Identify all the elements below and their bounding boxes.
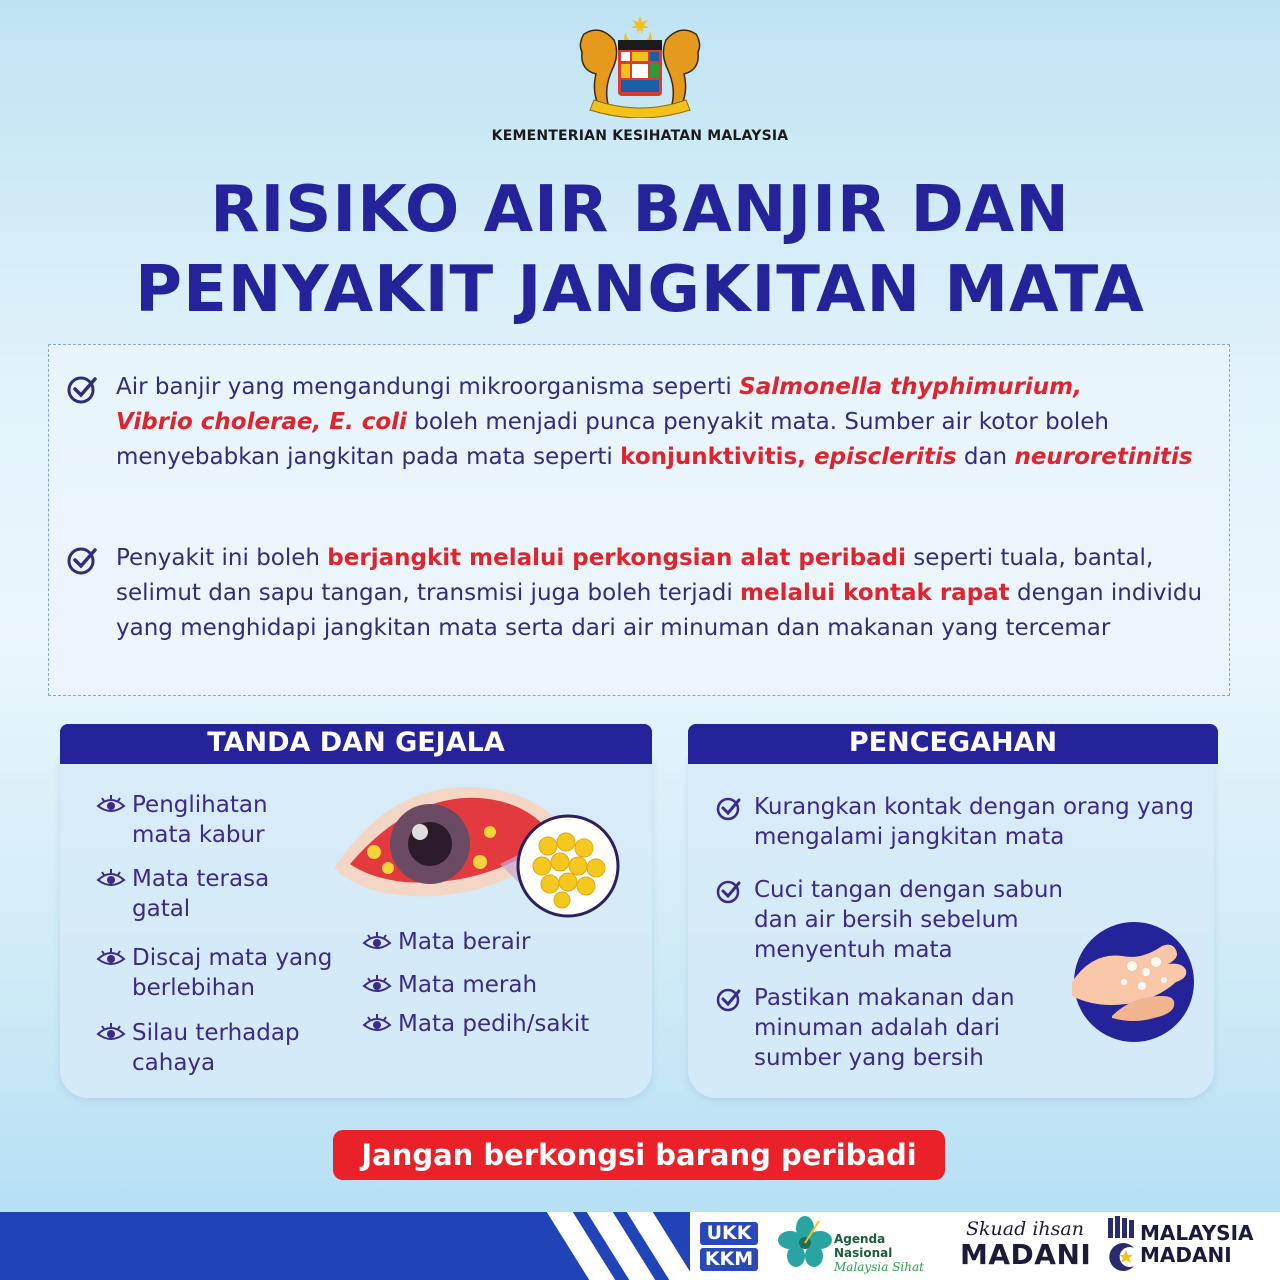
eye-icon [362, 1011, 392, 1033]
info-highlight: episcleritis [805, 444, 957, 470]
symptom-text: Silau terhadap cahaya [132, 1020, 300, 1076]
prevention-item [716, 983, 1076, 1073]
eye-icon [96, 1020, 126, 1042]
check-circle-icon [66, 373, 98, 405]
info-text: dengan individu yang menghidapi jangkitan mata serta dari air minuman dan makanan yang tercemar [116, 580, 1203, 641]
ukk-logo-line: KKM [700, 1248, 758, 1271]
symptom-item [362, 1009, 632, 1039]
eye-icon [96, 792, 126, 814]
symptom-item [362, 927, 622, 957]
page-title-line-1: RISIKO AIR BANJIR DAN [210, 173, 1070, 247]
prevention-item [716, 792, 1196, 852]
check-circle-icon [716, 878, 742, 904]
info-highlight: melalui kontak rapat [740, 580, 1010, 606]
skuad-line: MADANI [960, 1238, 1092, 1271]
madani-line: MADANI [1140, 1243, 1232, 1267]
agenda-nasional-logo [834, 1232, 944, 1274]
malaysia-coat-of-arms-icon [574, 14, 706, 118]
symptom-text: Mata merah [398, 972, 538, 998]
info-highlight: Vibrio cholerae, E. coli [116, 409, 407, 435]
info-paragraph-1 [66, 370, 1206, 475]
prevention-item [716, 875, 1106, 965]
eye-icon [362, 929, 392, 951]
malaysia-madani-logo [1140, 1221, 1254, 1267]
info-text: Penyakit ini boleh [116, 545, 328, 571]
symptom-item [96, 864, 316, 924]
info-highlight: Salmonella thyphimurium, [739, 374, 1082, 400]
symptom-text: Mata berair [398, 929, 531, 955]
symptom-item [362, 970, 622, 1000]
ukk-logo-line: UKK [700, 1222, 758, 1245]
info-text: seperti tuala, bantal, selimut dan sapu tangan, transmisi juga boleh terjadi [116, 545, 1154, 606]
madani-line: MALAYSIA [1140, 1221, 1254, 1245]
symptom-item [96, 943, 346, 1003]
agenda-line: Agenda Nasional [834, 1232, 893, 1260]
info-text: boleh menjadi punca penyakit mata. Sumber air kotor boleh menyebabkan jangkitan pada mata seperti [116, 409, 1109, 470]
ukk-kkm-logo [700, 1222, 758, 1272]
check-circle-icon [66, 544, 98, 576]
ministry-caption: KEMENTERIAN KESIHATAN MALAYSIA [491, 128, 789, 144]
info-highlight: konjunktivitis, [620, 444, 806, 470]
skuad-line: Skuad ihsan [966, 1218, 1084, 1240]
info-text: dan [956, 444, 1015, 470]
info-highlight: berjangkit melalui perkongsian alat peribadi [327, 545, 906, 571]
symptom-text: Mata pedih/sakit [398, 1011, 590, 1037]
info-highlight: neuroretinitis [1014, 444, 1193, 470]
check-circle-icon [716, 986, 742, 1012]
eye-icon [96, 945, 126, 967]
symptom-text: Penglihatan mata kabur [132, 792, 268, 848]
cta-banner: Jangan berkongsi barang peribadi [333, 1130, 945, 1180]
hand-washing-icon [1072, 920, 1196, 1044]
info-paragraph-2 [66, 541, 1206, 646]
check-circle-icon [716, 795, 742, 821]
info-text: Air banjir yang mengandungi mikroorganisma seperti [116, 374, 740, 400]
page-title-line-2: PENYAKIT JANGKITAN MATA [135, 253, 1145, 327]
infected-eye-illustration [330, 772, 622, 924]
malaysia-madani-emblem-icon [1104, 1214, 1140, 1274]
symptom-item [96, 1018, 336, 1078]
eye-icon [362, 972, 392, 994]
prevention-text: Kurangkan kontak dengan orang yang mengalami jangkitan mata [754, 794, 1194, 850]
prevention-heading: PENCEGAHAN [688, 724, 1218, 764]
prevention-text: Pastikan makanan dan minuman adalah dari sumber yang bersih [754, 985, 1015, 1071]
agenda-line: Malaysia Sihat [834, 1260, 924, 1274]
symptom-text: Discaj mata yang berlebihan [132, 945, 333, 1001]
symptom-item [96, 790, 316, 850]
hibiscus-icon [776, 1214, 834, 1270]
symptom-text: Mata terasa gatal [132, 866, 270, 922]
skuad-ihsan-madani-logo [960, 1218, 1090, 1270]
symptoms-heading: TANDA DAN GEJALA [60, 724, 652, 764]
eye-icon [96, 866, 126, 888]
prevention-text: Cuci tangan dengan sabun dan air bersih sebelum menyentuh mata [754, 877, 1063, 963]
